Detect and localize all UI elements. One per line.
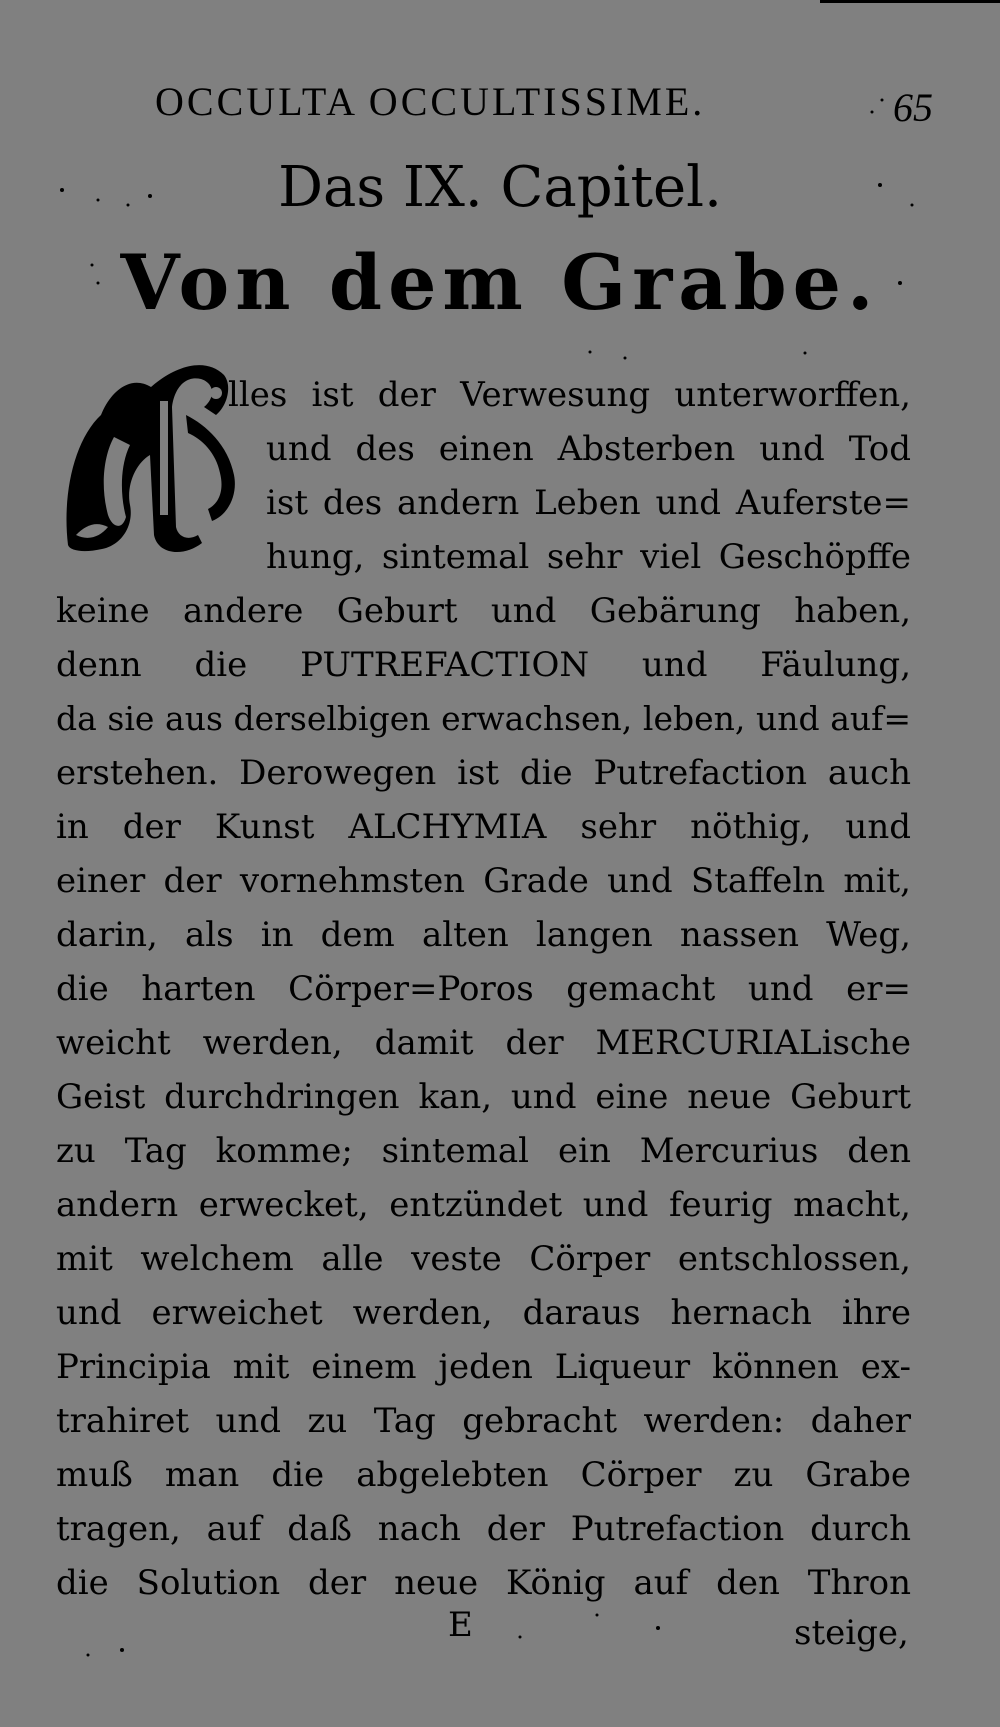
text-line: mit welchem alle veste Cörper entschlossen, [56,1239,911,1279]
running-head-title: OCCULTA OCCULTISSIME. [155,79,706,124]
text-line: da sie aus derselbigen erwachsen, leben, und auf= [56,699,911,738]
text-line: hung, sintemal sehr viel Geschöpffe [266,537,911,577]
text-line: und des einen Absterben und Tod [266,429,911,469]
text-line: erstehen. Derowegen ist die Putrefaction auch [56,753,911,793]
chapter-heading: Das IX. Capitel. [278,155,722,220]
text-line: darin, als in dem alten langen nassen Weg, [56,915,911,955]
text-line: die harten Cörper=Poros gemacht und er= [56,969,911,1009]
chapter-title: Von dem Grabe. [120,238,880,327]
ornamental-initial-a-image [56,345,246,555]
text-line: andern erwecket, entzündet und feurig macht, [56,1185,911,1225]
text-line: lles ist der Verwesung unterworffen, [228,375,911,415]
text-line: in der Kunst ALCHYMIA sehr nöthig, und [56,807,911,847]
text-line: einer der vornehmsten Grade und Staffeln mit, [56,861,911,901]
top-border-rule [820,0,1000,3]
drop-cap-initial [56,345,246,555]
text-line: muß man die abgelebten Cörper zu Grabe [56,1455,911,1495]
text-line: keine andere Geburt und Gebärung haben, [56,591,911,631]
text-line: Principia mit einem jeden Liqueur können ex- [56,1347,911,1387]
text-line: die Solution der neue König auf den Thron [56,1563,911,1603]
text-line: weicht werden, damit der MERCURIALische [56,1023,911,1063]
text-line: denn die PUTREFACTION und Fäulung, [56,645,911,685]
page-number: 65 [893,85,933,130]
text-line: ist des andern Leben und Auferste= [266,483,911,523]
text-line: zu Tag komme; sintemal ein Mercurius den [56,1131,911,1171]
signature-mark: E [448,1605,473,1645]
text-line: tragen, auf daß nach der Putrefaction durch [56,1509,911,1549]
text-line: und erweichet werden, daraus hernach ihre [56,1293,911,1333]
text-line: trahiret und zu Tag gebracht werden: daher [56,1401,911,1441]
catchword: steige, [794,1613,909,1653]
text-line: Geist durchdringen kan, und eine neue Geburt [56,1077,911,1117]
